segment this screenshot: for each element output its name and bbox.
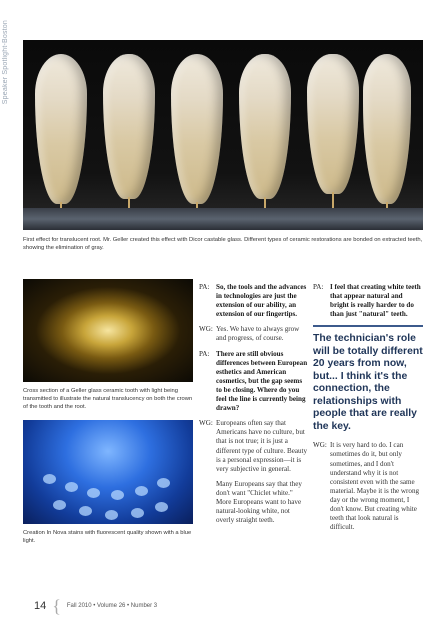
speaker-label: WG: (199, 325, 213, 334)
answer-continued (199, 480, 308, 525)
question (313, 283, 423, 319)
fluorescent-stains-photo (23, 420, 193, 524)
speaker-label: WG: (313, 441, 327, 450)
answer (199, 419, 308, 474)
answer (199, 325, 308, 343)
question-text: There are still obvious differences between European esthetics and American cosmetics, but the gap seems to be closing. Where do you feel the line is currently being drawn? (216, 349, 308, 413)
translucent-tooth-photo (23, 279, 193, 382)
page-number: 14 (34, 600, 47, 612)
tooth-6 (363, 54, 411, 204)
answer-text: It is very hard to do. I can sometimes do it, but only sometimes, and I don't understand why it is not consistent even with the same material. Maybe it is the wrong day or the wrong moment, I don't know. But creating white teeth that look natural is difficult. (330, 441, 420, 532)
tooth-3 (171, 54, 223, 204)
speaker-label: WG: (199, 419, 213, 428)
answer-text: Yes. We have to always grow and progress, of course. (216, 325, 300, 343)
section-tab: Speaker Spotlight-Boston (2, 20, 9, 105)
issue-info: Fall 2010 • Volume 26 • Number 3 (66, 603, 158, 609)
question (199, 350, 308, 414)
brace-divider: { (52, 596, 61, 616)
tooth-4 (239, 54, 291, 199)
question-text: So, the tools and the advances in technologies are just the extension of our ability, an extension of our fingertips. (216, 283, 307, 319)
extracted-teeth-photo (23, 40, 423, 230)
fluorescent-caption: Creation In Nova stains with fluorescent quality shown with a blue light. (23, 530, 192, 544)
tooth-1 (35, 54, 87, 204)
hero-caption: First effect for translucent root. Mr. Geller created this effect with Dicor castable glass. Different types of ceramic restorations are bonded on extracted teeth, showing the elimination of gray. (23, 237, 423, 251)
answer (313, 441, 423, 532)
speaker-label: PA: (313, 283, 324, 291)
page-footer (34, 597, 157, 615)
interview-column-right (313, 283, 423, 538)
answer-text: Europeans often say that Americans have no culture, but that is not true; it is just a different type of culture. Beauty is a personal expression—it is very subjective in general. (216, 419, 308, 473)
speaker-label: PA: (199, 283, 210, 291)
tooth-5 (307, 54, 359, 194)
interview-column-middle (199, 283, 308, 531)
speaker-label: PA: (199, 349, 210, 358)
tooth-2 (103, 54, 155, 199)
answer-text: Many Europeans say that they don't want "Chiclet white." More Europeans want to have natural-looking white, not overly straight teeth. (216, 479, 302, 525)
pull-quote: The technician's role will be totally different 20 years from now, but... I think it's the connection, the relationships with people that are really the key. (313, 325, 423, 433)
cross-section-caption: Cross section of a Geller glass ceramic tooth with light being transmitted to illustrate the natural translucency on both the crown of the tooth and the root. (23, 388, 193, 410)
question (199, 283, 308, 319)
question-text: I feel that creating white teeth that appear natural and bright is really harder to do than just "natural" teeth. (330, 283, 421, 319)
